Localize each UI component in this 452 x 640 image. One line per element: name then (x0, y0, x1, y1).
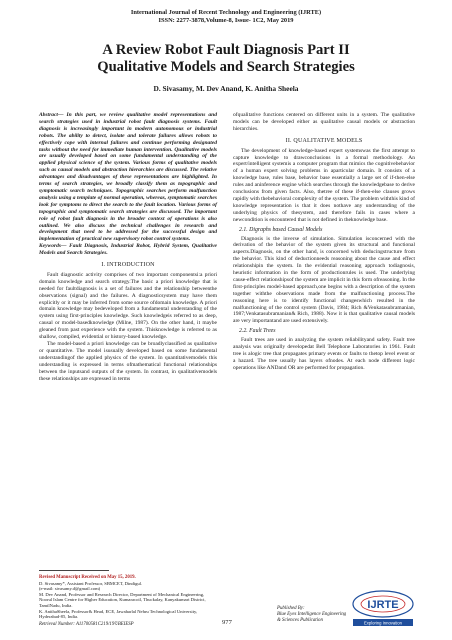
publisher-line-1: Blue Eyes Intelligence Engineering (277, 611, 347, 617)
published-by-label: Published By: (277, 606, 305, 611)
digraphs-paragraph: Diagnosis is the inverse of simulation. Simulation isconcerned with the derivation of the behavior of the system given its structural and functional aspects.Diagnosis, on the other hand, is concerned with deducingstructure from the behavior. This kind of deductionneeds reasoning about the cause and effect relationshipin the system. In the evidential reasoning approach todiagnosis, heuristic information in the form of productionrules is used. The underlying cause-effect relationshipsof the system are implicit in this form ofreasoning. In the first-principles model-based approach,one begins with a description of the system together withthe observations made from the malfunctioning process.The reasoning here is to identify functional changeswhich resulted in the malfunctioning of the control system (Davis, 1984; Rich &Venkatasubramanian, 1987;Venkatasubramanian& Rich, 1988). Now it is that qualitative causal models are very importantand are used extensively. (233, 235, 415, 325)
intro-paragraph-2: The model-based a priori knowledge can be broadlyclassified as qualitative or quantitative. The model isusually developed based on some fundamental understandingof the applied physics of the system. In quantitativemodels this understanding is expressed in terms ofmathematical functional relationships between the inputsand outputs of the system. In contrast, in qualitativemodels these relationships are expressed in terms (39, 341, 217, 382)
author-1-email: (e-mail: sivasamy.d@gmail.com) (39, 586, 101, 592)
publisher-info (277, 606, 346, 624)
journal-header (0, 9, 452, 25)
keywords: Keywords— Fault Diagnosis, Industrial Robot, Hybrid System, Qualitative Models and Search Strategies. (39, 243, 217, 257)
intro-paragraph-continued: ofqualitative functions centered on different units in a system. The qualitative models can be developed either as qualitative causal models or abstraction hierarchies. (233, 112, 415, 132)
section-heading-qualitative-models: II. QUALITATIVE MODELS (285, 137, 363, 144)
footnotes (39, 575, 217, 620)
footnote-divider (39, 570, 109, 571)
title-line-1: A Review Robot Fault Diagnosis Part II (102, 42, 350, 58)
journal-name: International Journal of Recent Technology and Engineering (IJRTE) (130, 9, 322, 16)
qualitative-models-paragraph: The development of knowledge-based expert systemswas the first attempt to capture knowledge to drawconclusions in a formal methodology. An expert/intelligent systemis a computer program that mimics the cognitivebehavior of a human expert solving problems in aparticular domain. It consists of a knowledge base, rules base, behavior base essentially a large set of if-then-else rules and aninference engine which searches through the knowledgebase to derive conclusions from given facts. Also, thetree of these if-then-else clauses grows rapidly with thebehavioral complexity of the system. The problem withthis kind of knowledge representation is that it does nothave any understanding of the underlying physics of thesystem, and therefore fails in cases where a newcondition is encountered that is not defined in theknowledge base. (233, 147, 415, 223)
page-number: 977 (222, 619, 232, 626)
right-column (233, 112, 415, 372)
ijrte-logo (347, 588, 419, 628)
author-1-affiliation: D. Sivasamy*, Assistant Professor, SBMCET, Dindigul. (39, 580, 143, 586)
logo-subtext: Exploring Innovation (364, 620, 402, 626)
author-2-affiliation: M. Dev Anand, Professor and Research Director, Department of Mechanical Engineering, Noorul Islam Centre for Higher Education, Kumaracoil, Thuckalay, Kanyakumari District, TamilNadu, India. (39, 591, 206, 608)
section-heading-introduction: I. INTRODUCTION (101, 262, 155, 269)
title-line-2: Qualitative Models and Search Strategies (97, 59, 355, 75)
subsection-heading-fault-trees: 2.2. Fault Trees (239, 328, 276, 335)
left-column (39, 112, 217, 382)
logo-text: IJRTE (367, 599, 399, 611)
author-list: D. Sivasamy, M. Dev Anand, K. Anitha Sheela (153, 84, 299, 93)
intro-paragraph-1: Fault diagnostic activity comprises of two important componentsi:a priori domain knowledge and search strategy.The basic a priori knowledge that is needed for faultdiagnosis is a set of failures and the relationship betweenthe observations (signal) and the failures. A diagnosticsystem may have them explicitly or it may be inferred from some source ofdomain knowledge. A priori domain knowledge may bedeveloped from a fundamental understanding of the system using first-principles knowledge. Such knowledgeis referred to as deep, causal or model-basedknowledge (Milne, 1987). On the other hand, it maybe gleaned from past experience with the system. Thisknowledge is referred to as shallow, compiled, evidential or history-based knowledge. (39, 271, 217, 341)
journal-issn: ISSN: 2277-3878,Volume-8, Issue- 1C2, May 2019 (158, 17, 294, 24)
retrieval-number: Retrieval Number: A11700581C219/19©BEIESP (39, 622, 134, 627)
author-3-affiliation: K. AnithaSheela, Professor& Head, ECE, Jawaharlal Nehru Technological University, Hyderabad-85, India. (39, 608, 198, 620)
publisher-line-2: & Sciences Publication (277, 617, 323, 623)
paper-title (30, 42, 422, 76)
abstract: Abstract— In this part, we review qualitative model representations and search strategies used in industrial robot fault diagnosis systems. Fault diagnosis is increasingly important in modern autonomous or industrial robots. The ability to detect, isolate and tolerate failures allows robots to effectively cope with internal failures and continue performing designated tasks without the need for immediate human intervention. Qualitative models are usually developed based on some fundamental understanding of the applied physical science of the system. Various forms of qualitative models such as causal models and abstraction hierarchies are discussed. The relative advantages and disadvantages of these representations are highlighted. In terms of search strategies, we broadly classify them as topographic and symptomatic search techniques. Topographic searches perform malfunction analysis using a template of normal operation, whereas, symptomatic searches look for symptoms to direct the search to the fault location. Various forms of topographic and symptomatic search strategies are discussed. The important role of robot fault diagnosis in the broader context of operations is also outlined. We also discuss the technical challenges in research and development that need to be addressed for the successful design and implementation of practical new supervisory robot control systems. (39, 112, 217, 243)
fault-trees-paragraph: Fault trees are used in analyzing the system reliabilityand safety. Fault tree analysis was originally developedat Bell Telephone Laboratories in 1961. Fault tree is alogic tree that propagates primary events or faults to thetop level event or a hazard. The tree usually has layers ofnodes. At each node different logic operations like ANDand OR are performed for propagation. (233, 337, 415, 371)
revised-manuscript-note: Revised Manuscript Received on May 15, 2019. (39, 575, 136, 580)
subsection-heading-digraphs: 2.1. Digraphs based Causal Models (239, 226, 323, 233)
